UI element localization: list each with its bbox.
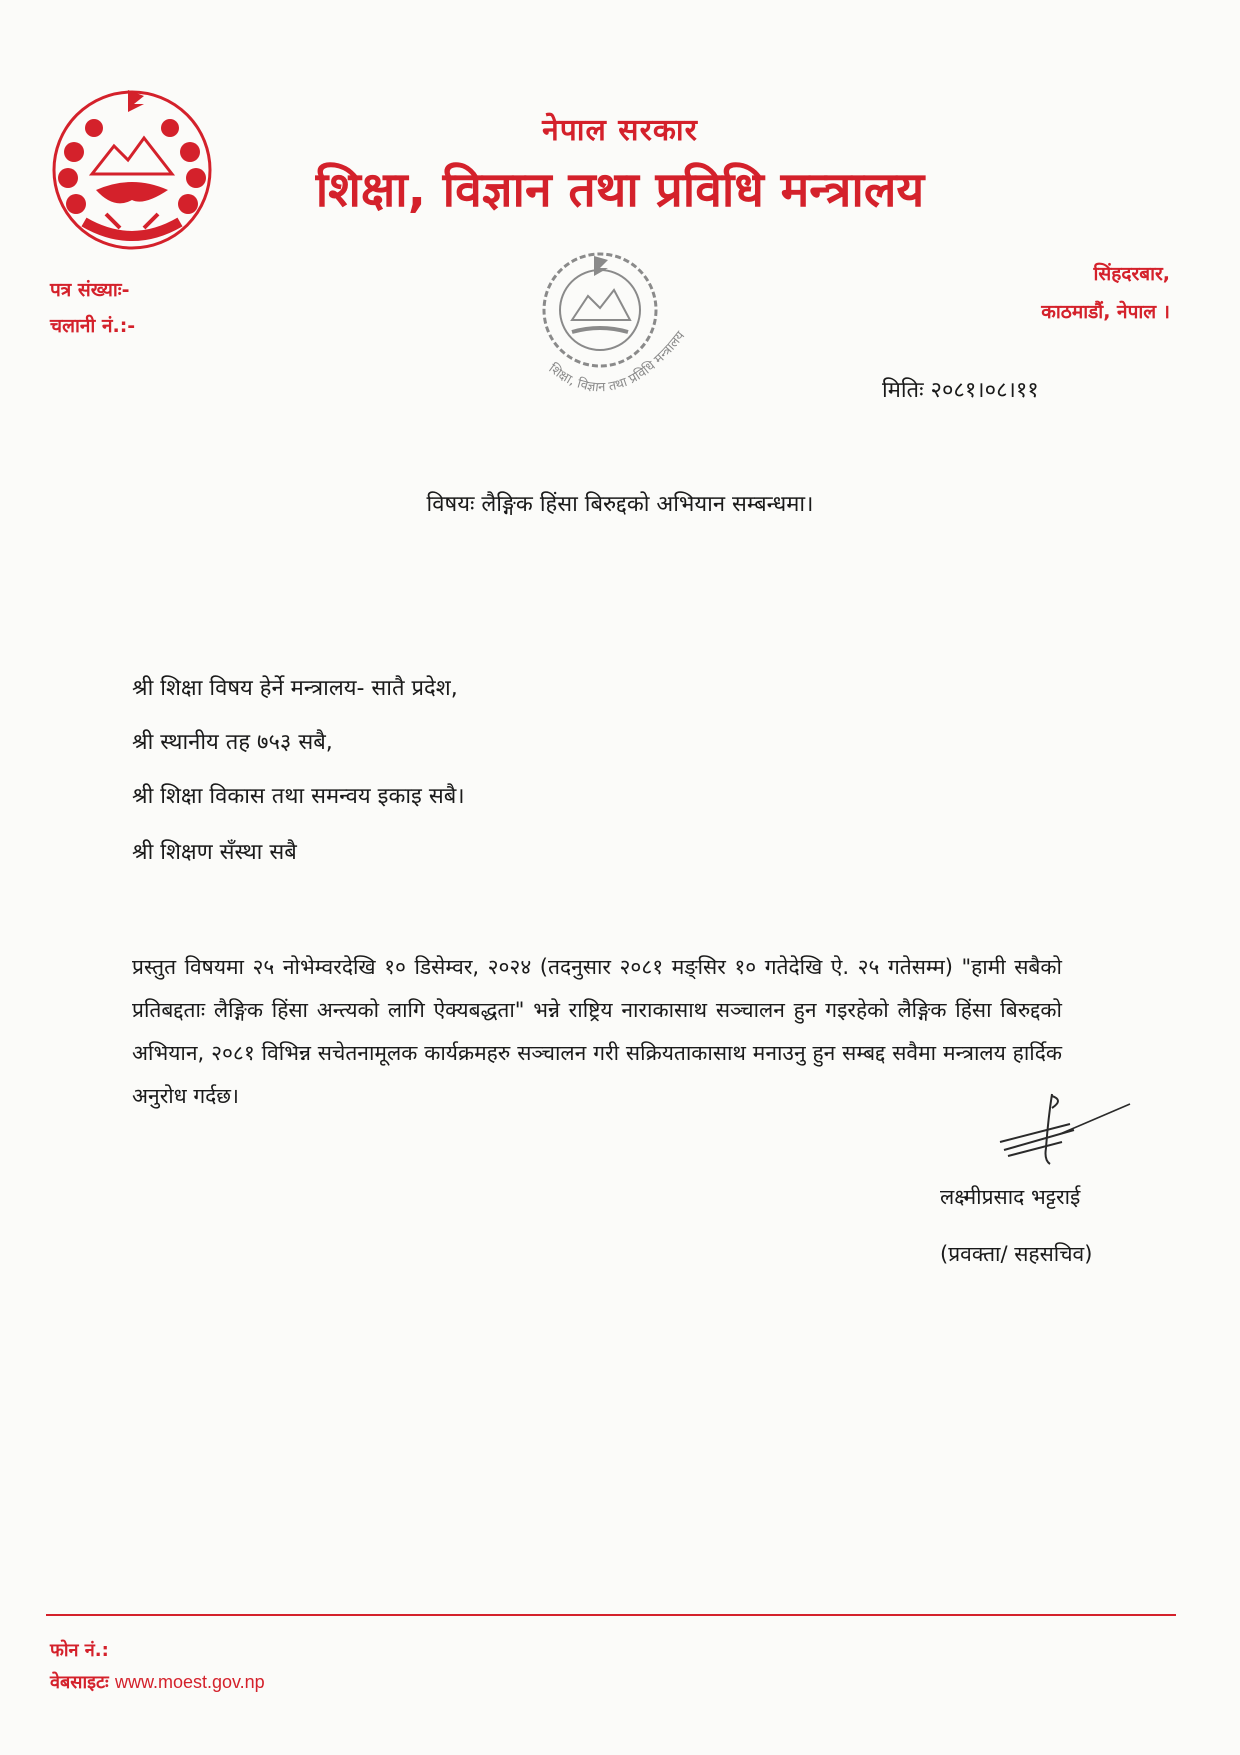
signatory-name: लक्ष्मीप्रसाद भट्टराई [940, 1185, 1081, 1209]
letter-body: प्रस्तुत विषयमा २५ नोभेम्वरदेखि १० डिसेम्वर, २०२४ (तदनुसार २०८१ मङ्सिर १० गतेदेखि ऐ. २५ गतेसम्म) "हामी सबैको प्रतिबद्दताः लैङ्गिक हिंसा अन्त्यको लागि ऐक्यबद्धता" भन्ने राष्ट्रिय नाराकासाथ सञ्चालन हुन गइरहेको लैङ्गिक हिंसा बिरुद्दको अभियान, २०८१ विभिन्न सचेतनामूलक कार्यक्रमहरु सञ्चालन गरी सक्रियताकासाथ मनाउनु हुन सम्बद्द सवैमा मन्त्रालय हार्दिक अनुरोध गर्दछ। [132, 955, 1062, 1108]
letter-subject: विषयः लैङ्गिक हिंसा बिरुद्दको अभियान सम्बन्धमा। [426, 492, 814, 517]
footer-phone-label: फोन नं.: [50, 1640, 109, 1661]
addressee-line: श्री स्थानीय तह ७५३ सबै, [132, 730, 333, 755]
dispatch-number-label: चलानी नं.:- [50, 315, 136, 337]
footer-divider [46, 1614, 1176, 1616]
footer-website [50, 1670, 265, 1694]
letter-number-label: पत्र संख्याः- [50, 279, 130, 301]
seal-text: शिक्षा, विज्ञान तथा प्रविधि मन्त्रालय [545, 328, 689, 396]
handwritten-signature [990, 1090, 1140, 1170]
letter-date: मितिः २०८१।०८।११ [882, 378, 1039, 403]
ministry-seal-stamp [512, 240, 732, 440]
svg-text:शिक्षा, विज्ञान तथा प्रविधि मन [546, 328, 689, 395]
addressee-line: श्री शिक्षा विकास तथा समन्वय इकाइ सबै। [132, 784, 465, 809]
website-link[interactable]: www.moest.gov.np [114, 1672, 265, 1692]
signatory-title: (प्रवक्ता/ सहसचिव) [940, 1242, 1093, 1266]
addressee-line: श्री शिक्षा विषय हेर्ने मन्त्रालय- सातै प्रदेश, [132, 676, 458, 701]
addressee-line: श्री शिक्षण सँस्था सबै [132, 840, 297, 865]
address-line-2: काठमाडौं, नेपाल । [1041, 301, 1170, 323]
footer-website-label: वेबसाइटः [50, 1672, 109, 1693]
government-title: नेपाल सरकार [542, 113, 698, 148]
ministry-title: शिक्षा, विज्ञान तथा प्रविधि मन्त्रालय [315, 162, 925, 218]
address-line-1: सिंहदरबार, [1093, 263, 1170, 285]
